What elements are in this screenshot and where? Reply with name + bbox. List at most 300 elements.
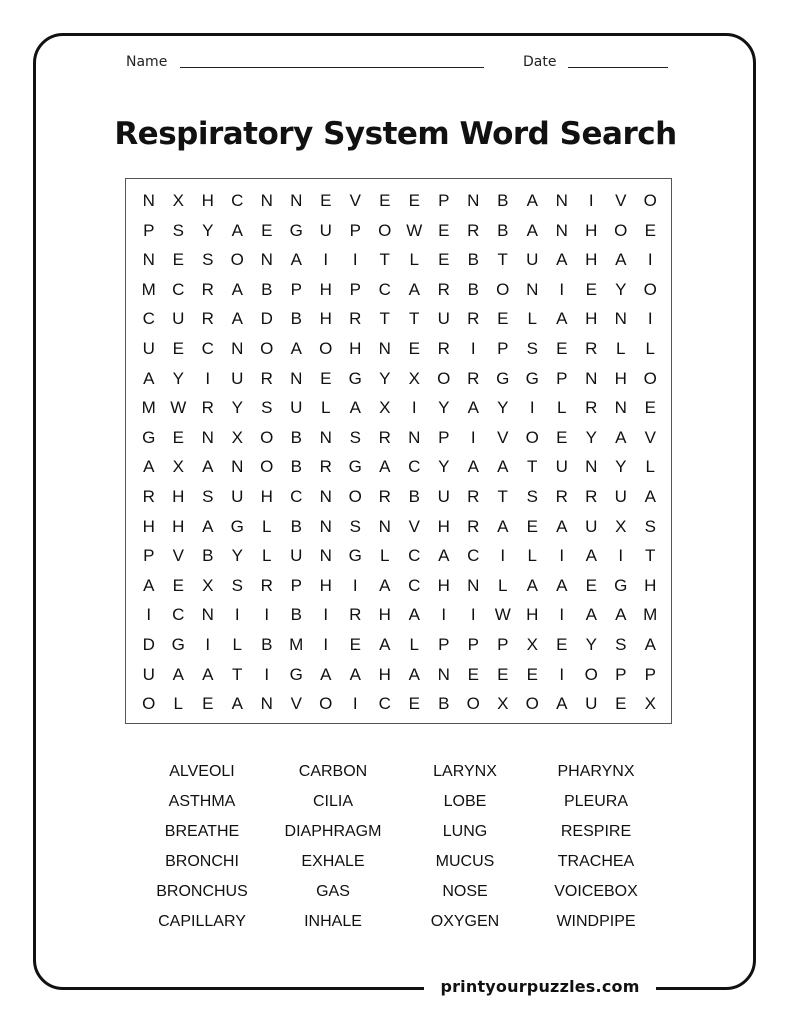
grid-letter[interactable]: E: [408, 339, 420, 358]
grid-letter[interactable]: L: [232, 635, 242, 654]
grid-letter[interactable]: R: [467, 309, 480, 329]
grid-letter[interactable]: H: [585, 220, 598, 240]
grid-letter[interactable]: U: [526, 250, 539, 270]
grid-letter[interactable]: O: [378, 220, 392, 240]
grid-letter[interactable]: U: [585, 694, 598, 714]
grid-letter[interactable]: L: [173, 694, 183, 714]
grid-letter[interactable]: O: [525, 694, 539, 714]
grid-letter[interactable]: A: [497, 457, 509, 477]
grid-letter[interactable]: X: [202, 575, 214, 595]
grid-letter[interactable]: U: [290, 398, 303, 418]
grid-letter[interactable]: U: [142, 339, 155, 358]
grid-letter[interactable]: C: [172, 279, 185, 299]
grid-letter[interactable]: N: [290, 368, 303, 388]
grid-letter[interactable]: B: [408, 487, 420, 506]
grid-letter[interactable]: E: [438, 250, 450, 270]
grid-letter[interactable]: N: [260, 191, 273, 210]
grid-letter[interactable]: A: [526, 191, 538, 210]
grid-letter[interactable]: A: [408, 605, 420, 625]
grid-letter[interactable]: Y: [231, 398, 243, 418]
grid-letter[interactable]: V: [615, 191, 627, 210]
grid-letter[interactable]: Y: [497, 398, 509, 418]
date-field[interactable]: [568, 67, 668, 68]
grid-letter[interactable]: B: [467, 250, 479, 270]
grid-letter[interactable]: A: [349, 664, 361, 684]
grid-letter[interactable]: G: [348, 457, 362, 477]
grid-letter[interactable]: I: [264, 605, 270, 625]
grid-letter[interactable]: A: [408, 279, 420, 299]
grid-letter[interactable]: H: [437, 516, 450, 536]
grid-letter[interactable]: X: [408, 368, 420, 388]
grid-letter[interactable]: N: [555, 220, 568, 240]
grid-letter[interactable]: P: [644, 664, 656, 684]
grid-letter[interactable]: V: [172, 546, 184, 566]
grid-letter[interactable]: N: [526, 279, 539, 299]
grid-letter[interactable]: N: [142, 191, 155, 210]
grid-letter[interactable]: A: [320, 664, 332, 684]
grid-letter[interactable]: I: [529, 398, 535, 418]
grid-letter[interactable]: S: [615, 635, 627, 654]
grid-letter[interactable]: R: [437, 279, 450, 299]
grid-letter[interactable]: S: [349, 427, 361, 447]
grid-letter[interactable]: A: [644, 635, 656, 654]
grid-letter[interactable]: E: [585, 279, 597, 299]
grid-letter[interactable]: A: [585, 605, 597, 625]
grid-letter[interactable]: P: [438, 191, 450, 210]
grid-letter[interactable]: H: [260, 487, 273, 506]
grid-letter[interactable]: V: [497, 427, 509, 447]
grid-letter[interactable]: T: [409, 309, 420, 329]
grid-letter[interactable]: R: [585, 339, 598, 358]
grid-letter[interactable]: O: [260, 427, 274, 447]
grid-letter[interactable]: A: [556, 309, 568, 329]
grid-letter[interactable]: S: [261, 398, 273, 418]
grid-letter[interactable]: G: [496, 368, 510, 388]
grid-letter[interactable]: P: [349, 279, 361, 299]
grid-letter[interactable]: H: [437, 575, 450, 595]
grid-letter[interactable]: R: [585, 487, 598, 506]
grid-letter[interactable]: Y: [615, 279, 627, 299]
grid-letter[interactable]: X: [497, 694, 509, 714]
grid-letter[interactable]: A: [202, 457, 214, 477]
grid-letter[interactable]: P: [438, 635, 450, 654]
grid-letter[interactable]: N: [378, 516, 391, 536]
grid-letter[interactable]: N: [555, 191, 568, 210]
grid-letter[interactable]: S: [349, 516, 361, 536]
grid-letter[interactable]: E: [526, 664, 538, 684]
grid-letter[interactable]: T: [527, 457, 538, 477]
grid-letter[interactable]: A: [526, 220, 538, 240]
grid-letter[interactable]: P: [497, 339, 509, 358]
grid-letter[interactable]: R: [349, 605, 362, 625]
grid-letter[interactable]: Y: [202, 220, 214, 240]
grid-letter[interactable]: T: [232, 664, 243, 684]
grid-letter[interactable]: R: [467, 487, 480, 506]
grid-letter[interactable]: E: [172, 427, 184, 447]
grid-letter[interactable]: X: [644, 694, 656, 714]
grid-letter[interactable]: H: [585, 309, 598, 329]
grid-letter[interactable]: E: [644, 220, 656, 240]
grid-letter[interactable]: G: [171, 635, 185, 654]
grid-letter[interactable]: Y: [585, 427, 597, 447]
grid-letter[interactable]: T: [645, 546, 656, 566]
grid-letter[interactable]: I: [559, 605, 565, 625]
grid-letter[interactable]: L: [262, 516, 272, 536]
grid-letter[interactable]: N: [319, 516, 332, 536]
grid-letter[interactable]: Y: [438, 398, 450, 418]
grid-letter[interactable]: I: [559, 546, 565, 566]
grid-letter[interactable]: C: [172, 605, 185, 625]
grid-letter[interactable]: A: [556, 575, 568, 595]
grid-letter[interactable]: C: [467, 546, 480, 566]
grid-letter[interactable]: L: [645, 457, 655, 477]
grid-letter[interactable]: E: [172, 575, 184, 595]
grid-letter[interactable]: G: [289, 220, 303, 240]
grid-letter[interactable]: A: [143, 575, 155, 595]
grid-letter[interactable]: A: [379, 635, 391, 654]
grid-letter[interactable]: S: [644, 516, 656, 536]
grid-letter[interactable]: P: [497, 635, 509, 654]
grid-letter[interactable]: R: [201, 279, 214, 299]
grid-letter[interactable]: R: [378, 487, 391, 506]
grid-letter[interactable]: I: [323, 250, 329, 270]
grid-letter[interactable]: O: [260, 339, 274, 358]
grid-letter[interactable]: A: [556, 250, 568, 270]
grid-letter[interactable]: N: [231, 457, 244, 477]
grid-letter[interactable]: I: [470, 605, 476, 625]
grid-letter[interactable]: A: [585, 546, 597, 566]
grid-letter[interactable]: M: [643, 605, 658, 625]
grid-letter[interactable]: I: [205, 635, 211, 654]
grid-letter[interactable]: B: [438, 694, 450, 714]
grid-letter[interactable]: E: [644, 398, 656, 418]
grid-letter[interactable]: L: [527, 546, 537, 566]
grid-letter[interactable]: A: [231, 309, 243, 329]
grid-letter[interactable]: E: [408, 694, 420, 714]
grid-letter[interactable]: Y: [438, 457, 450, 477]
grid-letter[interactable]: O: [643, 368, 657, 388]
grid-letter[interactable]: O: [319, 339, 333, 358]
grid-letter[interactable]: A: [202, 664, 214, 684]
grid-letter[interactable]: H: [201, 191, 214, 210]
grid-letter[interactable]: R: [319, 457, 332, 477]
grid-letter[interactable]: I: [559, 279, 565, 299]
grid-letter[interactable]: L: [527, 309, 537, 329]
grid-letter[interactable]: I: [352, 250, 358, 270]
grid-letter[interactable]: P: [438, 427, 450, 447]
grid-letter[interactable]: N: [201, 427, 214, 447]
grid-letter[interactable]: A: [231, 694, 243, 714]
grid-letter[interactable]: G: [230, 516, 244, 536]
grid-letter[interactable]: A: [615, 427, 627, 447]
grid-letter[interactable]: B: [261, 279, 273, 299]
grid-letter[interactable]: V: [408, 516, 420, 536]
grid-letter[interactable]: L: [616, 339, 626, 358]
grid-letter[interactable]: P: [143, 220, 155, 240]
grid-letter[interactable]: E: [615, 694, 627, 714]
grid-letter[interactable]: B: [290, 605, 302, 625]
grid-letter[interactable]: B: [290, 516, 302, 536]
grid-letter[interactable]: U: [585, 516, 598, 536]
grid-letter[interactable]: C: [201, 339, 214, 358]
grid-letter[interactable]: U: [437, 309, 450, 329]
grid-letter[interactable]: N: [585, 457, 598, 477]
grid-letter[interactable]: A: [438, 546, 450, 566]
grid-letter[interactable]: H: [644, 575, 657, 595]
grid-letter[interactable]: I: [264, 664, 270, 684]
grid-letter[interactable]: O: [260, 457, 274, 477]
grid-letter[interactable]: E: [202, 694, 214, 714]
grid-letter[interactable]: L: [262, 546, 272, 566]
grid-letter[interactable]: A: [202, 516, 214, 536]
grid-letter[interactable]: Y: [615, 457, 627, 477]
grid-letter[interactable]: E: [320, 368, 332, 388]
grid-letter[interactable]: I: [411, 398, 417, 418]
grid-letter[interactable]: E: [320, 191, 332, 210]
grid-letter[interactable]: B: [290, 457, 302, 477]
grid-letter[interactable]: G: [348, 368, 362, 388]
grid-letter[interactable]: C: [290, 487, 303, 506]
grid-letter[interactable]: H: [614, 368, 627, 388]
grid-letter[interactable]: E: [526, 516, 538, 536]
grid-letter[interactable]: E: [172, 339, 184, 358]
grid-letter[interactable]: B: [261, 635, 273, 654]
grid-letter[interactable]: I: [500, 546, 506, 566]
grid-letter[interactable]: S: [231, 575, 243, 595]
grid-letter[interactable]: E: [556, 427, 568, 447]
grid-letter[interactable]: O: [643, 279, 657, 299]
grid-letter[interactable]: T: [379, 309, 390, 329]
grid-letter[interactable]: G: [289, 664, 303, 684]
grid-letter[interactable]: P: [290, 575, 302, 595]
grid-letter[interactable]: E: [261, 220, 273, 240]
grid-letter[interactable]: N: [201, 605, 214, 625]
grid-letter[interactable]: N: [290, 191, 303, 210]
grid-letter[interactable]: O: [230, 250, 244, 270]
grid-letter[interactable]: A: [556, 694, 568, 714]
grid-letter[interactable]: C: [408, 575, 421, 595]
grid-letter[interactable]: E: [585, 575, 597, 595]
grid-letter[interactable]: R: [260, 575, 273, 595]
grid-letter[interactable]: B: [467, 279, 479, 299]
grid-letter[interactable]: X: [615, 516, 627, 536]
grid-letter[interactable]: H: [319, 309, 332, 329]
grid-letter[interactable]: Y: [585, 635, 597, 654]
grid-letter[interactable]: S: [526, 487, 538, 506]
grid-letter[interactable]: R: [142, 487, 155, 506]
grid-letter[interactable]: N: [467, 191, 480, 210]
grid-letter[interactable]: M: [141, 398, 156, 418]
grid-letter[interactable]: I: [647, 250, 653, 270]
grid-letter[interactable]: B: [497, 220, 509, 240]
grid-letter[interactable]: I: [205, 368, 211, 388]
grid-letter[interactable]: A: [467, 398, 479, 418]
grid-letter[interactable]: A: [143, 368, 155, 388]
grid-letter[interactable]: E: [172, 250, 184, 270]
grid-letter[interactable]: U: [142, 664, 155, 684]
grid-letter[interactable]: A: [644, 487, 656, 506]
grid-letter[interactable]: N: [319, 546, 332, 566]
grid-letter[interactable]: I: [470, 427, 476, 447]
grid-letter[interactable]: U: [437, 487, 450, 506]
grid-letter[interactable]: S: [202, 250, 214, 270]
grid-letter[interactable]: I: [352, 575, 358, 595]
grid-letter[interactable]: M: [141, 279, 156, 299]
grid-letter[interactable]: A: [615, 605, 627, 625]
grid-letter[interactable]: P: [143, 546, 155, 566]
grid-letter[interactable]: O: [348, 487, 362, 506]
grid-letter[interactable]: E: [467, 664, 479, 684]
grid-letter[interactable]: S: [172, 220, 184, 240]
grid-letter[interactable]: A: [172, 664, 184, 684]
grid-letter[interactable]: D: [142, 635, 155, 654]
grid-letter[interactable]: O: [437, 368, 451, 388]
grid-letter[interactable]: A: [408, 664, 420, 684]
grid-letter[interactable]: U: [614, 487, 627, 506]
grid-letter[interactable]: U: [172, 309, 185, 329]
grid-letter[interactable]: H: [172, 516, 185, 536]
grid-letter[interactable]: U: [290, 546, 303, 566]
grid-letter[interactable]: O: [466, 694, 480, 714]
grid-letter[interactable]: N: [231, 339, 244, 358]
grid-letter[interactable]: N: [408, 427, 421, 447]
grid-letter[interactable]: V: [290, 694, 302, 714]
grid-letter[interactable]: O: [319, 694, 333, 714]
grid-letter[interactable]: A: [497, 516, 509, 536]
grid-letter[interactable]: X: [231, 427, 243, 447]
grid-letter[interactable]: W: [494, 605, 511, 625]
grid-letter[interactable]: O: [142, 694, 156, 714]
grid-letter[interactable]: I: [352, 694, 358, 714]
grid-letter[interactable]: N: [614, 309, 627, 329]
grid-letter[interactable]: N: [142, 250, 155, 270]
grid-letter[interactable]: E: [497, 309, 509, 329]
grid-letter[interactable]: A: [349, 398, 361, 418]
grid-letter[interactable]: H: [142, 516, 155, 536]
grid-letter[interactable]: A: [379, 575, 391, 595]
grid-letter[interactable]: G: [525, 368, 539, 388]
grid-letter[interactable]: H: [319, 279, 332, 299]
grid-letter[interactable]: R: [585, 398, 598, 418]
grid-letter[interactable]: N: [585, 368, 598, 388]
grid-letter[interactable]: A: [526, 575, 538, 595]
grid-letter[interactable]: L: [321, 398, 331, 418]
grid-letter[interactable]: D: [260, 309, 273, 329]
grid-letter[interactable]: P: [615, 664, 627, 684]
grid-letter[interactable]: L: [409, 635, 419, 654]
grid-letter[interactable]: H: [319, 575, 332, 595]
grid-letter[interactable]: H: [378, 664, 391, 684]
grid-letter[interactable]: N: [260, 250, 273, 270]
grid-letter[interactable]: P: [290, 279, 302, 299]
grid-letter[interactable]: E: [556, 339, 568, 358]
grid-letter[interactable]: T: [379, 250, 390, 270]
grid-letter[interactable]: I: [146, 605, 152, 625]
grid-letter[interactable]: A: [379, 457, 391, 477]
grid-letter[interactable]: H: [526, 605, 539, 625]
grid-letter[interactable]: H: [378, 605, 391, 625]
grid-letter[interactable]: I: [441, 605, 447, 625]
grid-letter[interactable]: T: [497, 487, 508, 506]
grid-letter[interactable]: P: [467, 635, 479, 654]
grid-letter[interactable]: R: [260, 368, 273, 388]
grid-letter[interactable]: C: [378, 279, 391, 299]
grid-letter[interactable]: C: [408, 457, 421, 477]
grid-letter[interactable]: O: [584, 664, 598, 684]
grid-letter[interactable]: O: [643, 191, 657, 210]
grid-letter[interactable]: E: [408, 191, 420, 210]
grid-letter[interactable]: G: [348, 546, 362, 566]
grid-letter[interactable]: C: [231, 191, 244, 210]
grid-letter[interactable]: Y: [172, 368, 184, 388]
grid-letter[interactable]: Y: [231, 546, 243, 566]
grid-letter[interactable]: L: [380, 546, 390, 566]
grid-letter[interactable]: M: [289, 635, 304, 654]
grid-letter[interactable]: O: [496, 279, 510, 299]
grid-letter[interactable]: I: [323, 635, 329, 654]
name-field[interactable]: [180, 67, 484, 68]
grid-letter[interactable]: I: [470, 339, 476, 358]
grid-letter[interactable]: U: [555, 457, 568, 477]
grid-letter[interactable]: B: [290, 427, 302, 447]
grid-letter[interactable]: N: [614, 398, 627, 418]
grid-letter[interactable]: Y: [379, 368, 391, 388]
grid-letter[interactable]: X: [526, 635, 538, 654]
grid-letter[interactable]: R: [349, 309, 362, 329]
grid-letter[interactable]: I: [234, 605, 240, 625]
grid-letter[interactable]: U: [319, 220, 332, 240]
grid-letter[interactable]: E: [438, 220, 450, 240]
grid-letter[interactable]: A: [467, 457, 479, 477]
grid-letter[interactable]: U: [231, 368, 244, 388]
grid-letter[interactable]: X: [379, 398, 391, 418]
grid-letter[interactable]: S: [526, 339, 538, 358]
grid-letter[interactable]: L: [557, 398, 567, 418]
grid-letter[interactable]: N: [319, 427, 332, 447]
grid-letter[interactable]: O: [614, 220, 628, 240]
grid-letter[interactable]: P: [556, 368, 568, 388]
grid-letter[interactable]: I: [588, 191, 594, 210]
grid-letter[interactable]: E: [379, 191, 391, 210]
grid-letter[interactable]: V: [349, 191, 361, 210]
grid-letter[interactable]: L: [498, 575, 508, 595]
grid-letter[interactable]: U: [231, 487, 244, 506]
grid-letter[interactable]: N: [378, 339, 391, 358]
grid-letter[interactable]: I: [618, 546, 624, 566]
grid-letter[interactable]: B: [202, 546, 214, 566]
grid-letter[interactable]: R: [378, 427, 391, 447]
grid-letter[interactable]: W: [406, 220, 423, 240]
grid-letter[interactable]: R: [201, 309, 214, 329]
grid-letter[interactable]: E: [556, 635, 568, 654]
grid-letter[interactable]: A: [231, 220, 243, 240]
grid-letter[interactable]: S: [202, 487, 214, 506]
grid-letter[interactable]: N: [467, 575, 480, 595]
grid-letter[interactable]: I: [323, 605, 329, 625]
grid-letter[interactable]: A: [615, 250, 627, 270]
grid-letter[interactable]: N: [437, 664, 450, 684]
grid-letter[interactable]: A: [290, 250, 302, 270]
grid-letter[interactable]: H: [349, 339, 362, 358]
grid-letter[interactable]: C: [378, 694, 391, 714]
grid-letter[interactable]: C: [408, 546, 421, 566]
grid-letter[interactable]: V: [644, 427, 656, 447]
grid-letter[interactable]: X: [172, 457, 184, 477]
grid-letter[interactable]: H: [585, 250, 598, 270]
grid-letter[interactable]: R: [201, 398, 214, 418]
grid-letter[interactable]: R: [467, 220, 480, 240]
grid-letter[interactable]: W: [170, 398, 187, 418]
